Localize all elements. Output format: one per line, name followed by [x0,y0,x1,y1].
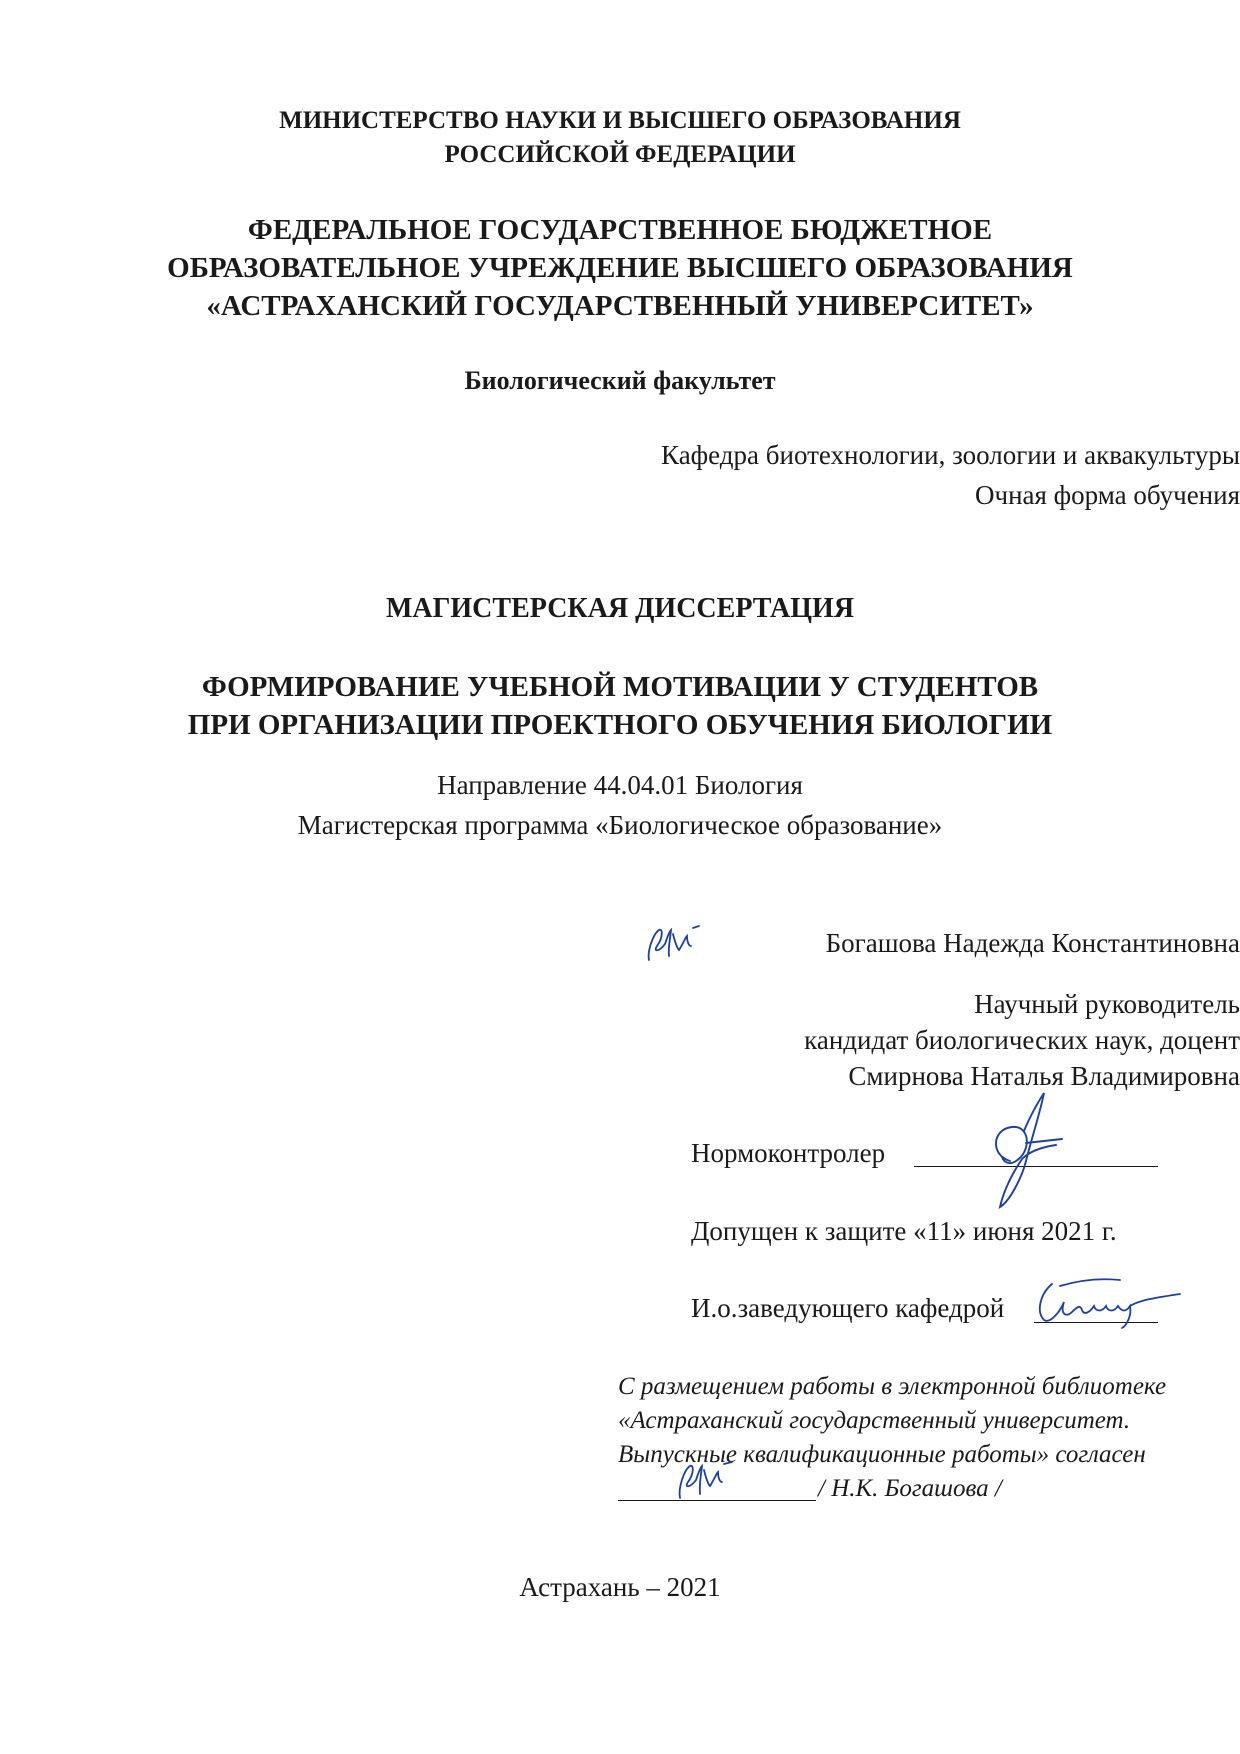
consent-line-4: / Н.К. Богашова / [818,1475,1002,1502]
normcontrol-signature [970,1085,1080,1215]
supervisor-label: Научный руководитель [974,989,1240,1019]
normcontrol-label: Нормоконтролер [691,1138,886,1168]
supervisor-name: Смирнова Наталья Владимировна [848,1061,1240,1091]
head-signature [1030,1272,1198,1332]
work-title-line-1: ФОРМИРОВАНИЕ УЧЕБНОЙ МОТИВАЦИИ У СТУДЕНТОВ [201,671,1039,703]
institution-line-2: ОБРАЗОВАТЕЛЬНОЕ УЧРЕЖДЕНИЕ ВЫСШЕГО ОБРАЗОВАНИЯ [167,252,1073,284]
work-title-line-2: ПРИ ОРГАНИЗАЦИИ ПРОЕКТНОГО ОБУЧЕНИЯ БИОЛОГИИ [187,709,1053,741]
direction: Направление 44.04.01 Биология [437,770,803,800]
consent-signature [672,1456,742,1504]
program: Магистерская программа «Биологическое образование» [297,810,943,840]
consent-line-3: Выпускные квалификационные работы» согласен [618,1441,1146,1468]
institution-line-1: ФЕДЕРАЛЬНОЕ ГОСУДАРСТВЕННОЕ БЮДЖЕТНОЕ [247,214,993,246]
institution-line-3: «АСТРАХАНСКИЙ ГОСУДАРСТВЕННЫЙ УНИВЕРСИТЕТ» [206,290,1034,322]
city-year: Астрахань – 2021 [519,1572,721,1602]
department-name: Кафедра биотехнологии, зоологии и аквакультуры [661,440,1240,470]
ministry-line-2: РОССИЙСКОЙ ФЕДЕРАЦИИ [444,141,796,168]
consent-line-1: С размещением работы в электронной библиотеке [618,1373,1167,1400]
ministry-line-1: МИНИСТЕРСТВО НАУКИ И ВЫСШЕГО ОБРАЗОВАНИЯ [279,107,961,134]
admitted-to-defense: Допущен к защите «11» июня 2021 г. [691,1216,1117,1246]
study-form: Очная форма обучения [975,480,1240,510]
consent-line-2: «Астраханский государственный университет. [618,1407,1131,1434]
head-of-department-label: И.о.заведующего кафедрой [691,1293,1005,1323]
faculty: Биологический факультет [464,366,776,395]
work-type: МАГИСТЕРСКАЯ ДИССЕРТАЦИЯ [385,593,855,624]
supervisor-degree: кандидат биологических наук, доцент [804,1025,1240,1055]
author-name: Богашова Надежда Константиновна [825,928,1240,958]
